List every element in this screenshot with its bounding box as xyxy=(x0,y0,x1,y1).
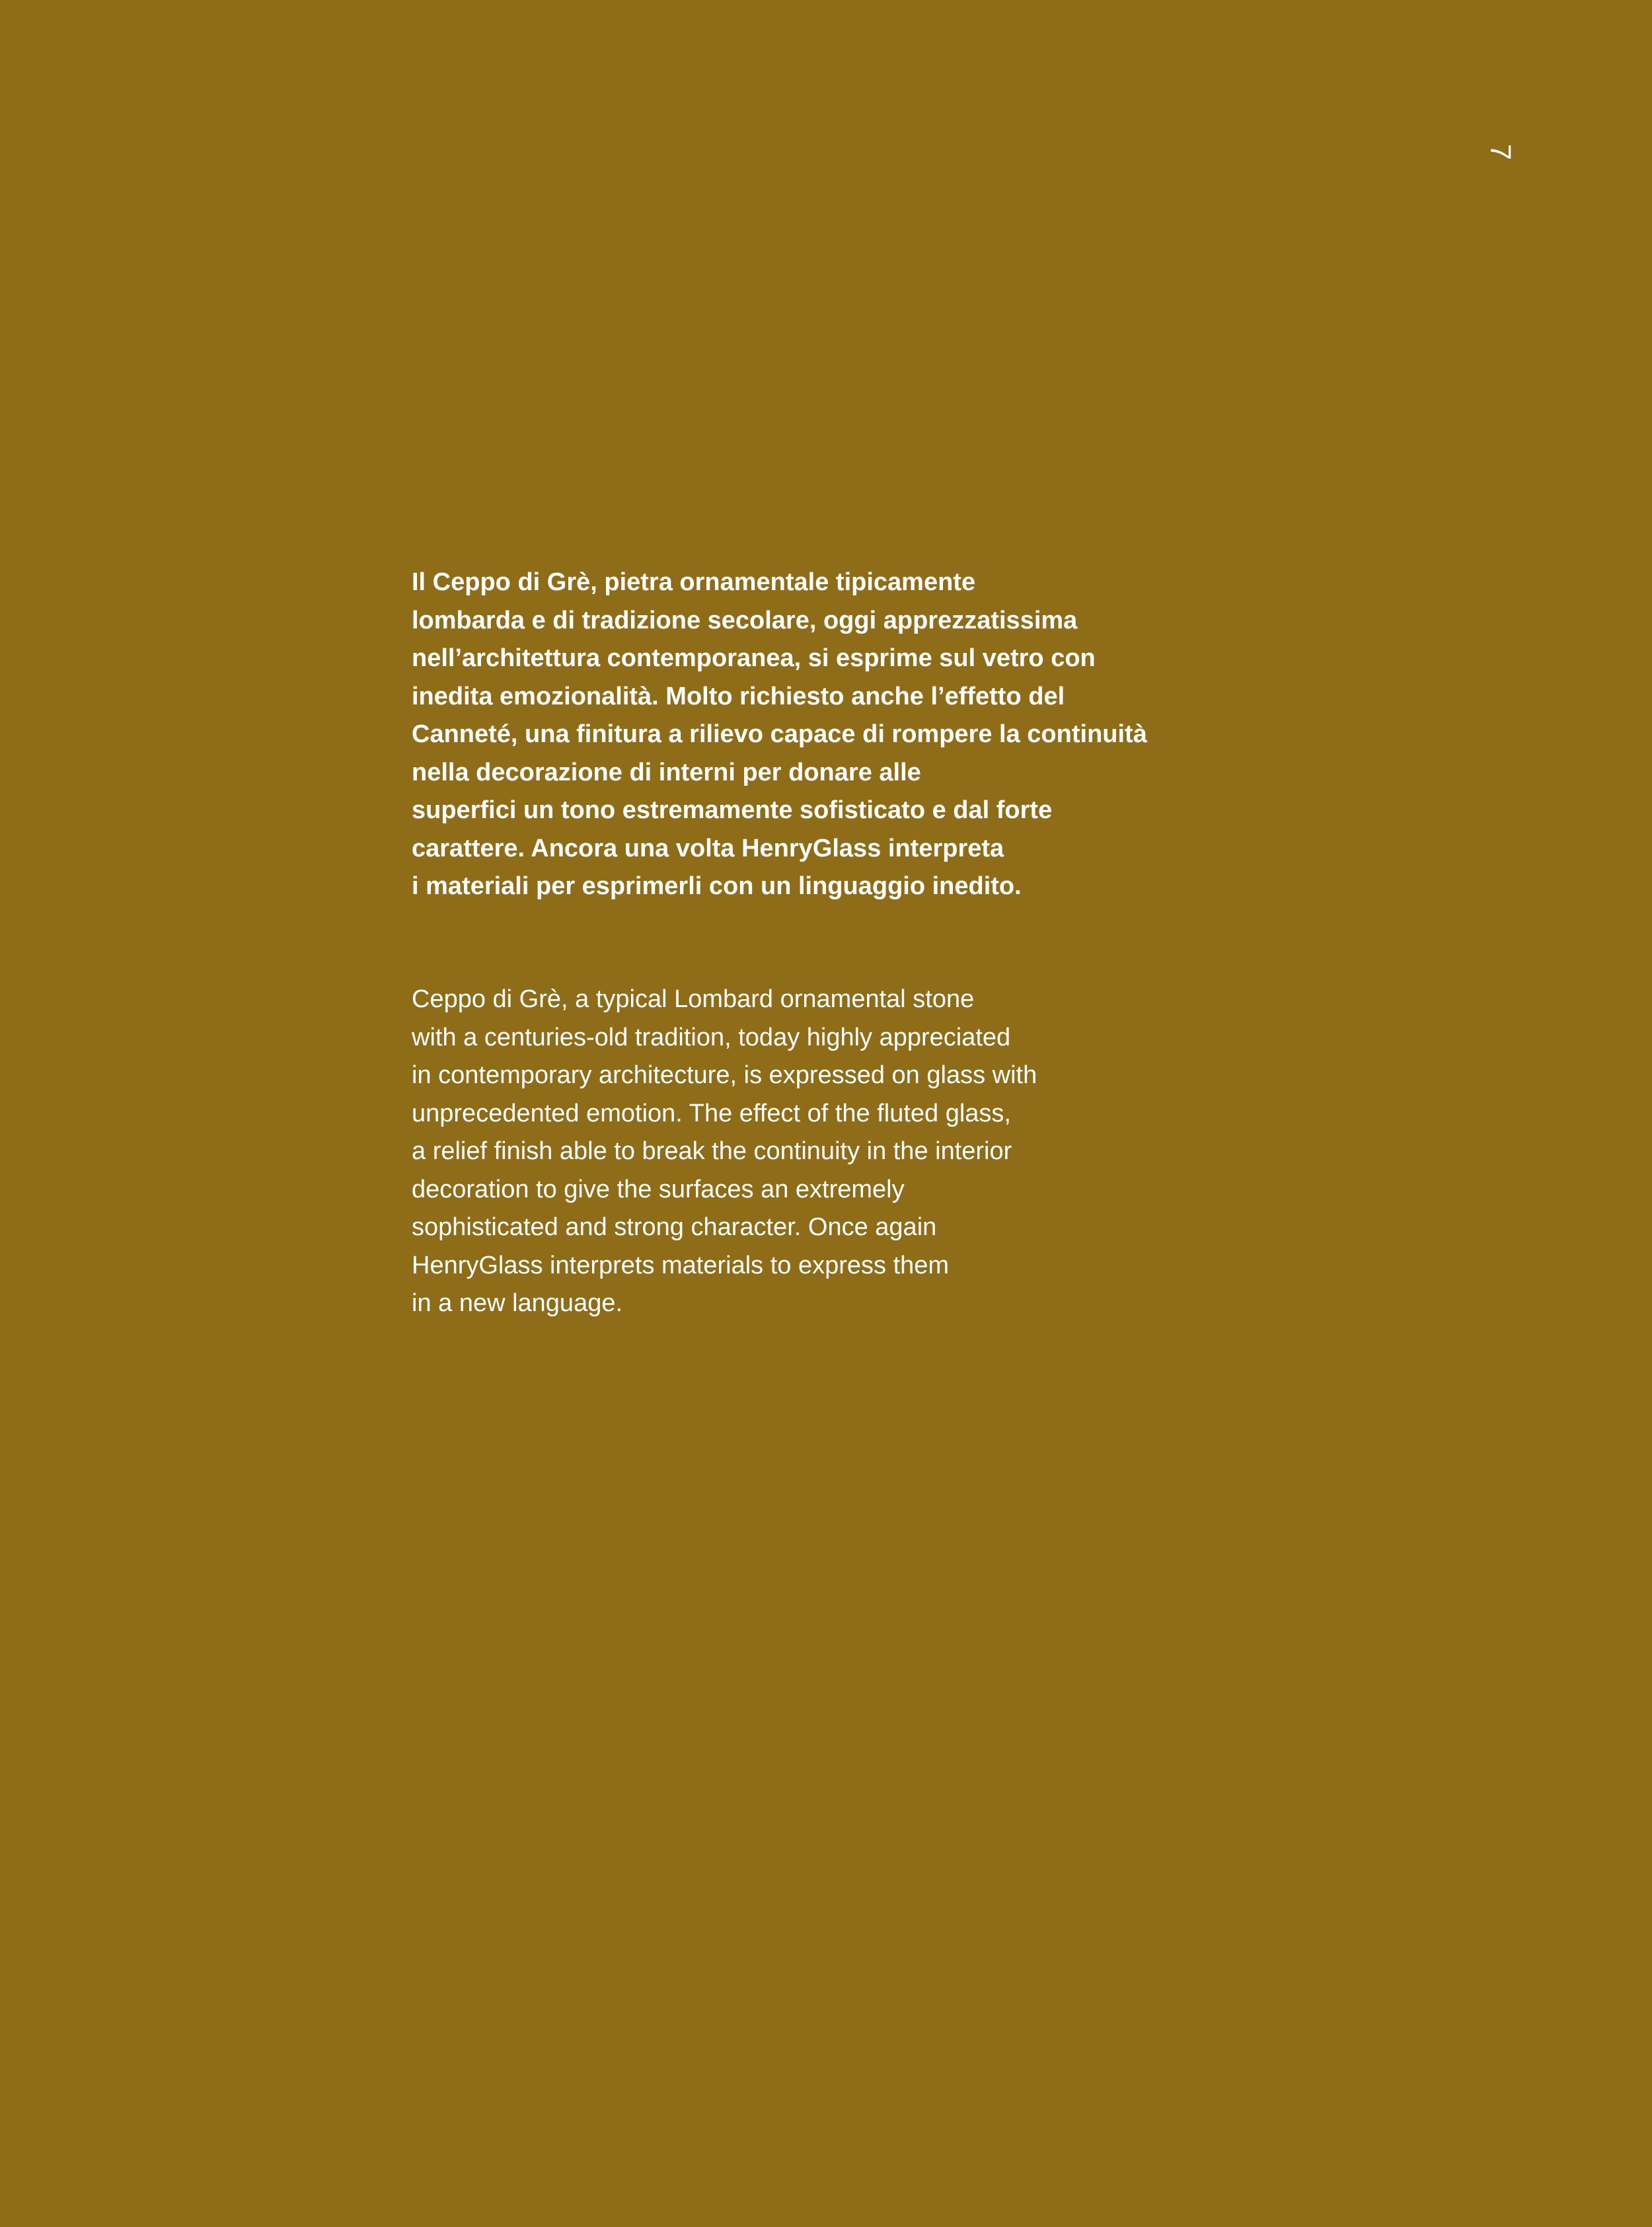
english-line: in a new language. xyxy=(412,1289,623,1317)
english-paragraph xyxy=(412,981,1258,1323)
english-line: decoration to give the surfaces an extremely xyxy=(412,1175,905,1203)
italian-line: superfici un tono estremamente sofisticato e dal forte xyxy=(412,796,1053,824)
italian-line: Canneté, una finitura a rilievo capace di rompere la continuità xyxy=(412,720,1147,748)
english-line: sophisticated and strong character. Once again xyxy=(412,1213,937,1241)
italian-line: carattere. Ancora una volta HenryGlass interpreta xyxy=(412,834,1004,862)
italian-paragraph xyxy=(412,564,1258,906)
english-line: a relief finish able to break the continuity in the interior xyxy=(412,1137,1012,1165)
italian-line: i materiali per esprimerli con un linguaggio inedito. xyxy=(412,872,1022,900)
english-line: unprecedented emotion. The effect of the fluted glass, xyxy=(412,1099,1011,1127)
english-line: with a centuries-old tradition, today highly appreciated xyxy=(412,1023,1011,1051)
english-line: HenryGlass interprets materials to express them xyxy=(412,1251,950,1279)
italian-line: inedita emozionalità. Molto richiesto anche l’effetto del xyxy=(412,682,1065,710)
page-number: 7 xyxy=(1484,143,1517,161)
italian-line: lombarda e di tradizione secolare, oggi apprezzatissima xyxy=(412,606,1078,634)
italian-line: Il Ceppo di Grè, pietra ornamentale tipicamente xyxy=(412,568,976,596)
english-line: Ceppo di Grè, a typical Lombard ornamental stone xyxy=(412,985,975,1013)
italian-line: nell’architettura contemporanea, si esprime sul vetro con xyxy=(412,644,1096,672)
italian-line: nella decorazione di interni per donare alle xyxy=(412,758,921,786)
english-line: in contemporary architecture, is expressed on glass with xyxy=(412,1061,1037,1089)
